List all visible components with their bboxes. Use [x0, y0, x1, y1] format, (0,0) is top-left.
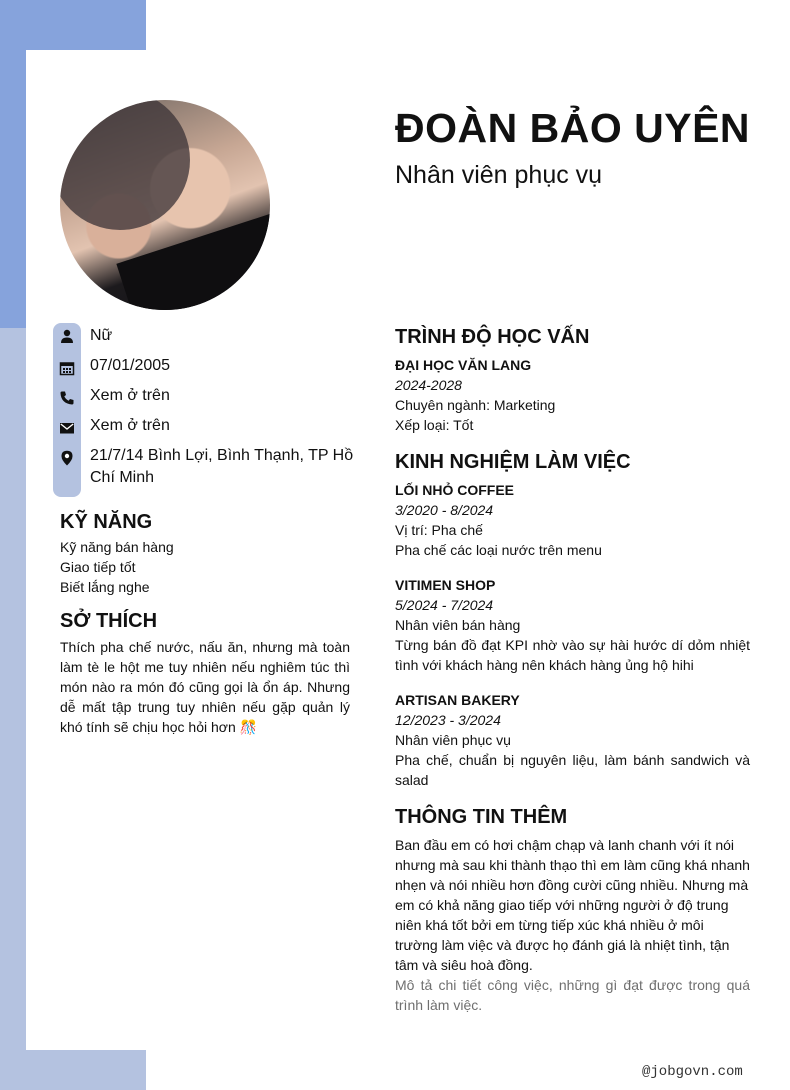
education-grade: Xếp loại: Tốt	[395, 417, 474, 433]
mail-icon	[59, 420, 75, 436]
hobbies-text: Thích pha chế nước, nấu ăn, nhưng mà toàn làm tè le hột me tuy nhiên nếu nghiêm túc thì món nào ra món đó cũng gọi là ổn áp. Nhưng dễ mất tập trung tuy nhiên nếu gặp quản lý khó tính sẽ chịu học hỏi hơn 🎊	[60, 639, 350, 735]
education-period: 2024-2028	[395, 377, 462, 393]
job-position: Nhân viên phục vụ	[395, 732, 511, 748]
phone-icon	[59, 390, 75, 406]
experience-title: KINH NGHIỆM LÀM VIỆC	[395, 451, 631, 473]
person-icon	[59, 328, 75, 344]
job-company: LỐI NHỎ COFFEE	[395, 482, 514, 498]
job-company: VITIMEN SHOP	[395, 577, 496, 593]
job-period: 12/2023 - 3/2024	[395, 712, 501, 728]
job-company: ARTISAN BAKERY	[395, 692, 520, 708]
job-description: Từng bán đồ đạt KPI nhờ vào sự hài hước dí dỏm nhiệt tình với khách hàng nên khách hàng ủng hộ hihi	[395, 637, 750, 673]
additional-placeholder: Mô tả chi tiết công việc, những gì đạt được trong quá trình làm việc.	[395, 977, 750, 1013]
skill-item: Kỹ năng bán hàng	[60, 539, 174, 555]
candidate-role: Nhân viên phục vụ	[395, 161, 603, 189]
candidate-name: ĐOÀN BẢO UYÊN	[395, 105, 751, 151]
contact-gender: Nữ	[90, 327, 113, 344]
contact-icon-bar	[53, 323, 81, 497]
footer-watermark: @jobgovn.com	[642, 1064, 743, 1080]
contact-address-line1: 21/7/14 Bình Lợi, Bình Thạnh, TP Hồ	[90, 447, 354, 464]
job-position: Nhân viên bán hàng	[395, 617, 521, 633]
calendar-icon	[59, 360, 75, 376]
contact-address-line2: Chí Minh	[90, 469, 155, 486]
job-period: 3/2020 - 8/2024	[395, 502, 494, 518]
education-major: Chuyên ngành: Marketing	[395, 397, 556, 413]
education-title: TRÌNH ĐỘ HỌC VẤN	[395, 326, 590, 348]
skill-item: Giao tiếp tốt	[60, 559, 136, 575]
contact-birthdate: 07/01/2005	[90, 357, 171, 374]
additional-title: THÔNG TIN THÊM	[395, 806, 568, 828]
location-pin-icon	[59, 450, 75, 466]
skills-title: KỸ NĂNG	[60, 511, 153, 533]
contact-phone: Xem ở trên	[90, 387, 170, 404]
job-position: Vị trí: Pha chế	[395, 522, 483, 538]
profile-photo	[60, 100, 270, 310]
hobbies-title: SỞ THÍCH	[60, 610, 158, 632]
skill-item: Biết lắng nghe	[60, 579, 150, 595]
job-period: 5/2024 - 7/2024	[395, 597, 494, 613]
job-description: Pha chế, chuẩn bị nguyên liệu, làm bánh sandwich và salad	[395, 752, 750, 788]
additional-text: Ban đầu em có hơi chậm chạp và lanh chanh với ít nói nhưng mà sau khi thành thạo thì em làm cũng khá nhanh nhẹn và nói nhiều hơn đồng cười cũng nhiều. Nhưng mà em có khả năng giao tiếp với những người ở độ trung niên khá tốt bởi em từng tiếp xúc khá nhiều ở môi trường làm việc và được họ đánh giá là nhiệt tình, tận tâm và siêu hoà đồng.	[395, 837, 750, 973]
contact-email: Xem ở trên	[90, 417, 170, 434]
job-description: Pha chế các loại nước trên menu	[395, 542, 602, 558]
education-school: ĐẠI HỌC VĂN LANG	[395, 357, 532, 373]
